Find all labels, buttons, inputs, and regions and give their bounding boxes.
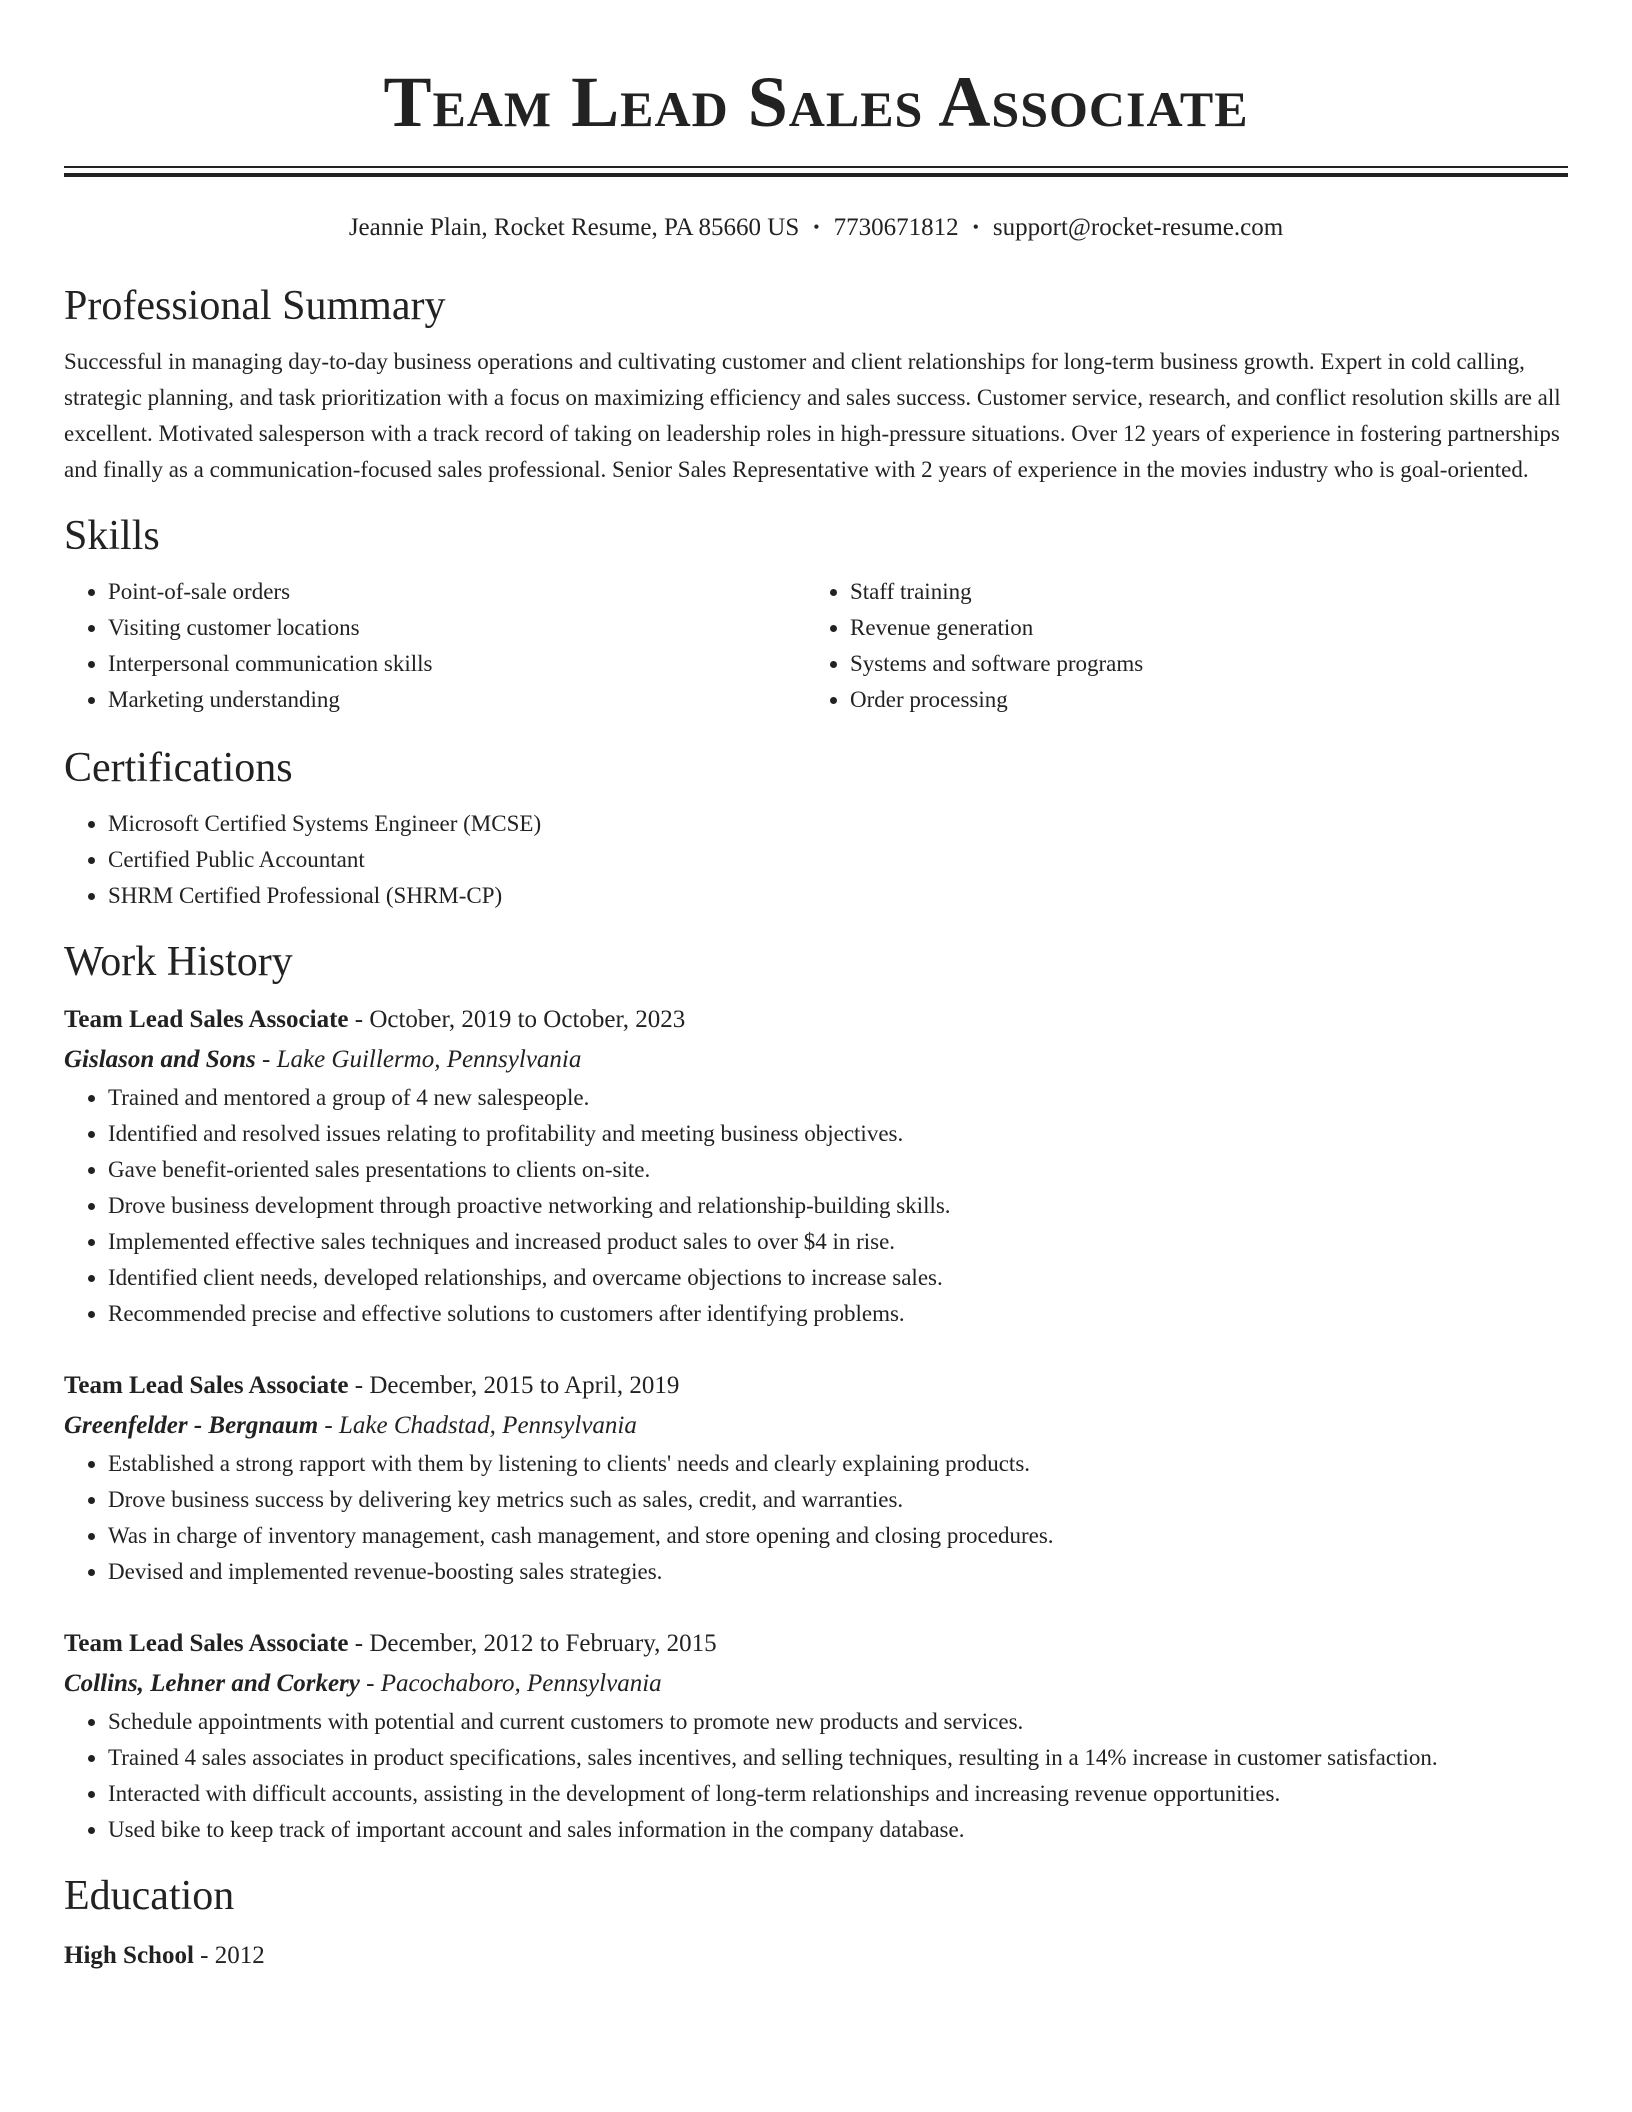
job-header [64,1624,1568,1664]
job-dates: - December, 2012 to February, 2015 [348,1630,717,1657]
skills-list-left [64,574,806,718]
job-title: Team Lead Sales Associate [64,1006,349,1033]
title-rule-thin [64,166,1568,168]
skill-item: • Order processing [850,682,1548,718]
job-bullet: • Interacted with difficult accounts, assisting in the development of long-term relationships and increasing revenue opportunities. [108,1776,1568,1812]
certification-item: • SHRM Certified Professional (SHRM-CP) [108,878,1568,914]
job-bullet: • Devised and implemented revenue-boosting sales strategies. [108,1554,1568,1590]
education-entry [64,1936,1568,1976]
contact-line [64,211,1568,244]
section-heading-education: Education [64,1873,235,1919]
contact-email: support@rocket-resume.com [992,214,1284,241]
job-bullet: • Was in charge of inventory management, cash management, and store opening and closing procedures. [108,1518,1568,1554]
section-heading-summary: Professional Summary [64,283,446,329]
job-bullet: • Trained and mentored a group of 4 new salespeople. [108,1080,1568,1116]
job-header [64,1000,1568,1040]
job-company: Collins, Lehner and Corkery [64,1670,360,1697]
section-heading-skills: Skills [64,513,160,559]
job-entry [64,1624,1568,1848]
job-bullet: • Gave benefit-oriented sales presentations to clients on-site. [108,1152,1568,1188]
contact-separator: • [813,217,820,237]
job-bullet: • Implemented effective sales techniques and increased product sales to over $4 in rise. [108,1224,1568,1260]
skills-column-right [806,574,1548,718]
job-bullet: • Identified and resolved issues relating to profitability and meeting business objectives. [108,1116,1568,1152]
job-title: Team Lead Sales Associate [64,1630,349,1657]
job-company: Gislason and Sons [64,1046,256,1073]
job-entry [64,1366,1568,1590]
skills-list-right [806,574,1548,718]
job-location: - Lake Guillermo, Pennsylvania [255,1046,582,1073]
section-heading-work-history: Work History [64,939,293,985]
section-heading-certifications: Certifications [64,745,293,791]
job-title: Team Lead Sales Associate [64,1372,349,1399]
job-employer-line [64,1664,1568,1704]
education-degree: High School [64,1942,194,1969]
certifications-list [64,806,1568,914]
skills-column-left [64,574,806,718]
certification-item: • Certified Public Accountant [108,842,1568,878]
job-dates: - December, 2015 to April, 2019 [348,1372,680,1399]
job-employer-line [64,1040,1568,1080]
job-dates: - October, 2019 to October, 2023 [348,1006,686,1033]
contact-address: Jeannie Plain, Rocket Resume, PA 85660 US [348,214,800,241]
resume-page [64,0,1568,1976]
title-rule-thick [64,173,1568,177]
skill-item: • Staff training [850,574,1548,610]
job-employer-line [64,1406,1568,1446]
resume-title: Team Lead Sales Associate [383,62,1249,142]
contact-phone: 7730671812 [833,214,959,241]
skills-grid [64,574,1568,718]
job-bullet: • Drove business success by delivering key metrics such as sales, credit, and warranties. [108,1482,1568,1518]
skill-item: • Systems and software programs [850,646,1548,682]
job-bullet: • Used bike to keep track of important account and sales information in the company database. [108,1812,1568,1848]
job-company: Greenfelder - Bergnaum [64,1412,319,1439]
job-bullet: • Identified client needs, developed relationships, and overcame objections to increase sales. [108,1260,1568,1296]
skill-item: • Revenue generation [850,610,1548,646]
skill-item: • Visiting customer locations [108,610,806,646]
summary-text: Successful in managing day-to-day business operations and cultivating customer and client relationships for long-term business growth. Expert in cold calling, strategic planning, and task prioritization with a focus on maximizing efficiency and sales success. Customer service, research, and conflict resolution skills are all excellent. Motivated salesperson with a track record of taking on leadership roles in high-pressure situations. Over 12 years of experience in fostering partnerships and finally as a communication-focused sales professional. Senior Sales Representative with 2 years of experience in the movies industry who is goal-oriented. [64,349,1561,482]
job-header [64,1366,1568,1406]
skill-item: • Interpersonal communication skills [108,646,806,682]
job-bullet: • Drove business development through proactive networking and relationship-building skills. [108,1188,1568,1224]
skill-item: • Marketing understanding [108,682,806,718]
education-year: - 2012 [193,1942,265,1969]
job-bullet: • Schedule appointments with potential and current customers to promote new products and services. [108,1704,1568,1740]
job-bullets [64,1080,1568,1332]
job-bullet: • Trained 4 sales associates in product specifications, sales incentives, and selling techniques, resulting in a 14% increase in customer satisfaction. [108,1740,1568,1776]
skill-item: • Point-of-sale orders [108,574,806,610]
job-entry [64,1000,1568,1332]
job-bullet: • Established a strong rapport with them by listening to clients' needs and clearly explaining products. [108,1446,1568,1482]
job-bullet: • Recommended precise and effective solutions to customers after identifying problems. [108,1296,1568,1332]
contact-separator: • [972,217,979,237]
job-location: - Pacochaboro, Pennsylvania [359,1670,662,1697]
job-bullets [64,1446,1568,1590]
job-bullets [64,1704,1568,1848]
job-location: - Lake Chadstad, Pennsylvania [318,1412,637,1439]
certification-item: • Microsoft Certified Systems Engineer (MCSE) [108,806,1568,842]
